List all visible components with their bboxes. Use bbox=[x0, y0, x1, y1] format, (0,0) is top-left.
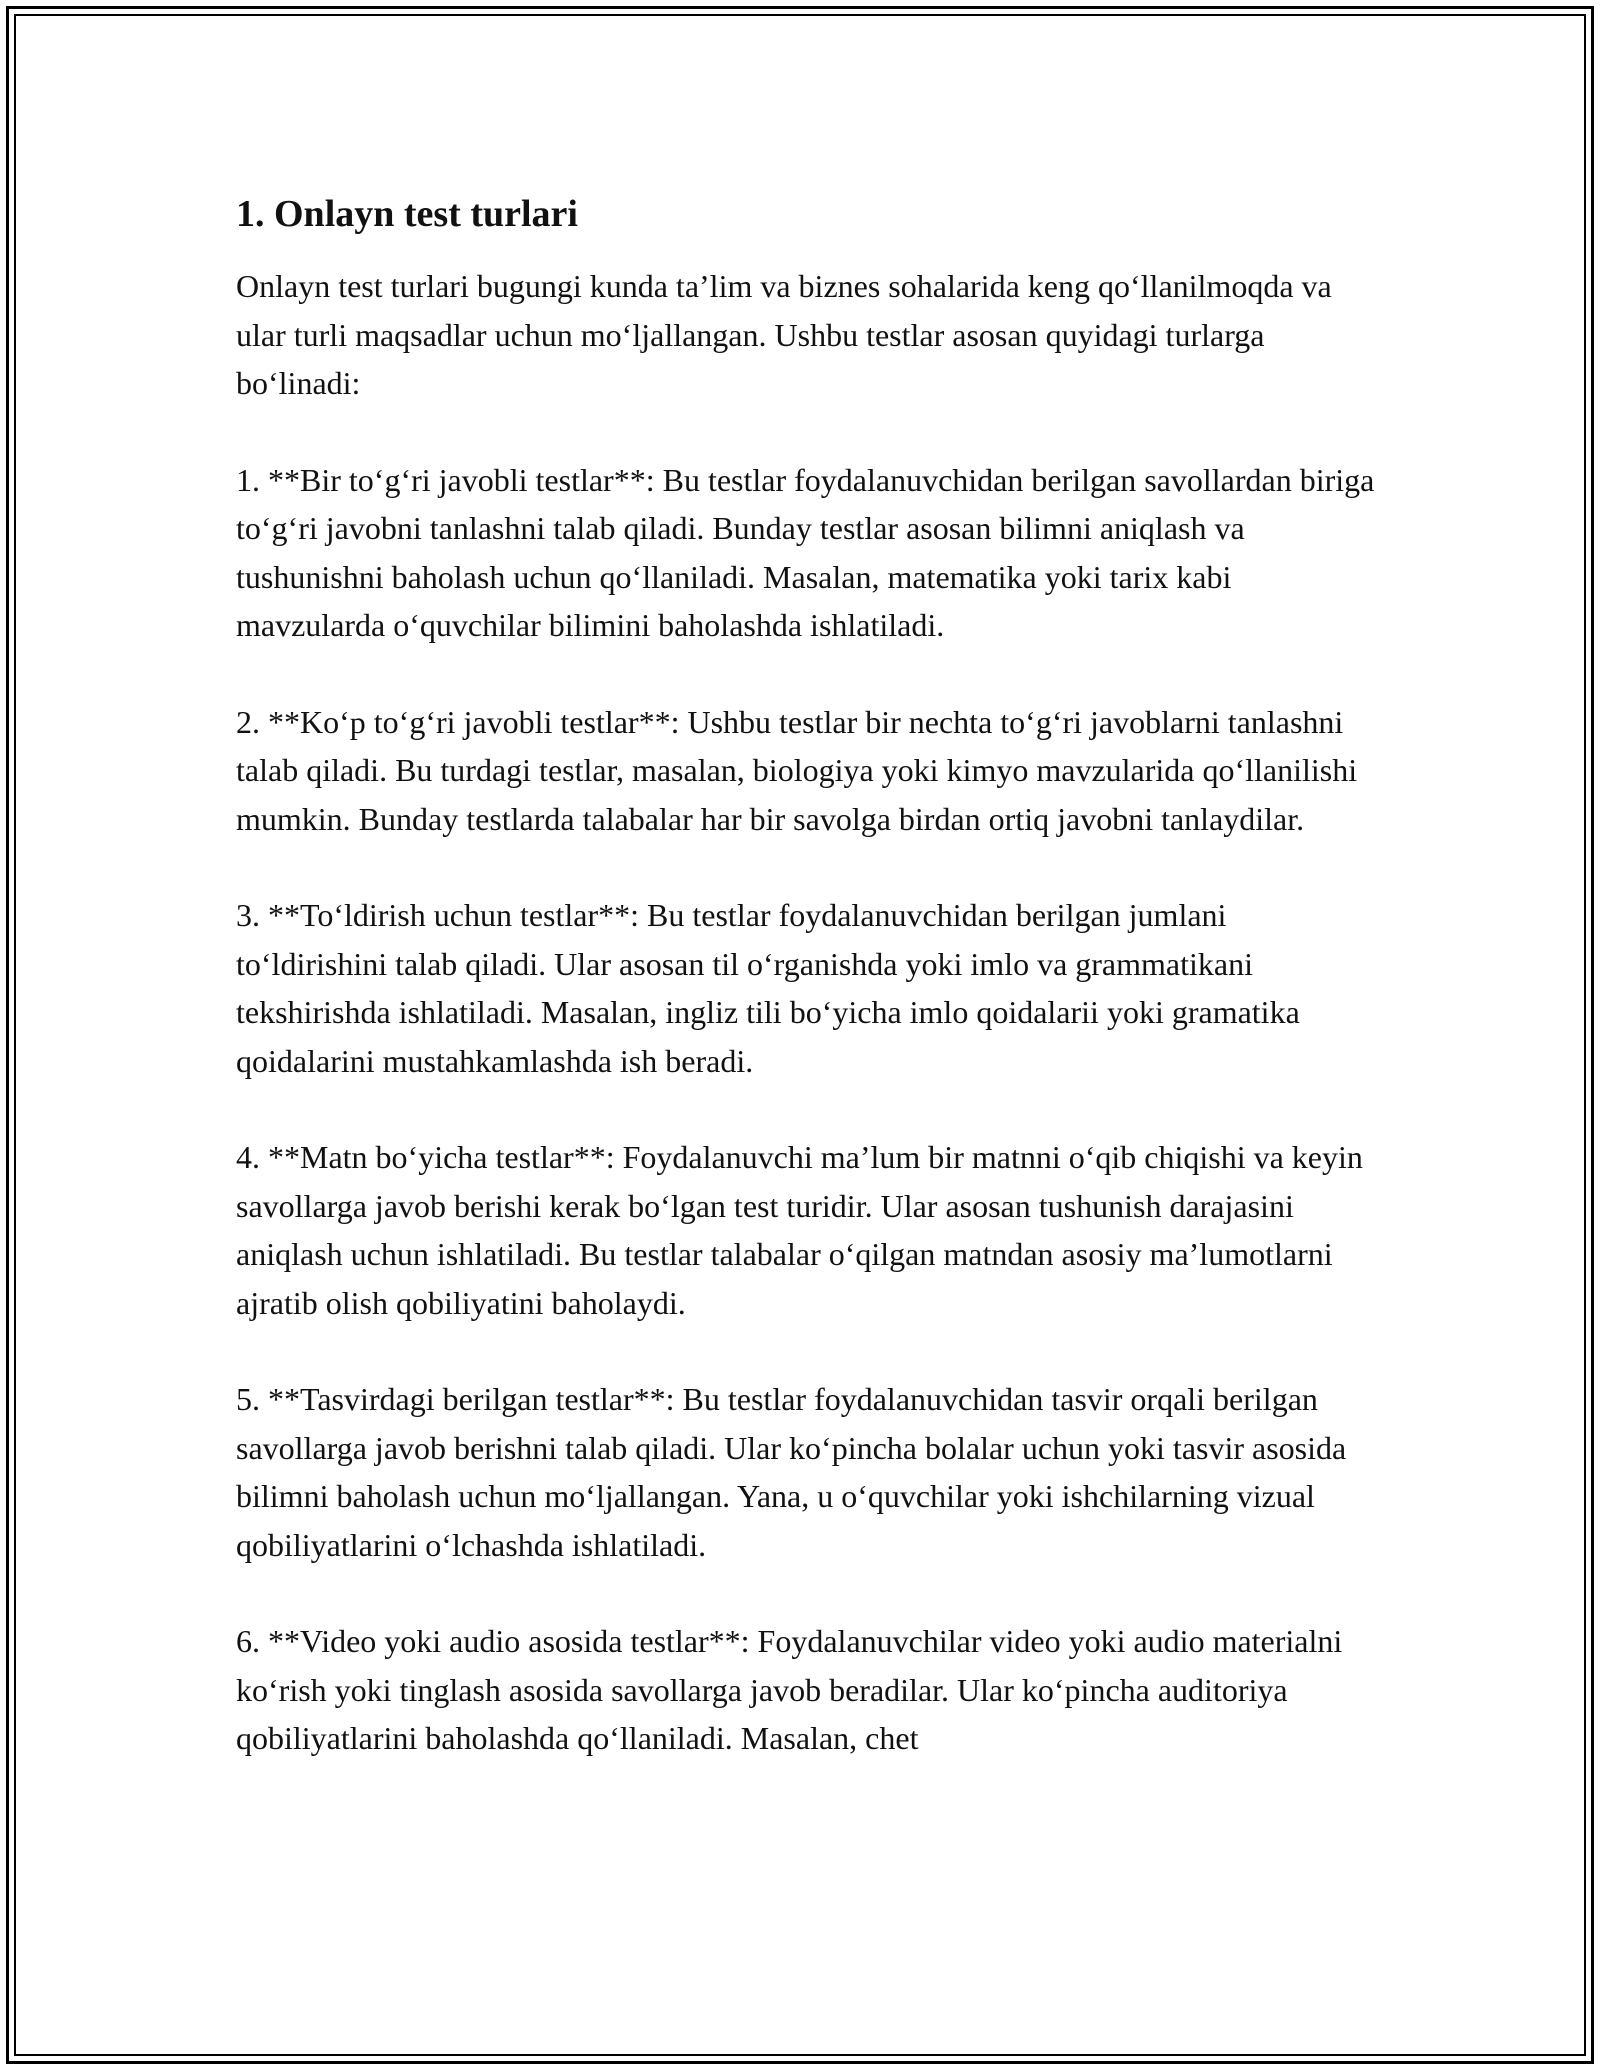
document-body bbox=[236, 186, 1376, 1763]
list-item-3: 3. **To‘ldirish uchun testlar**: Bu testlar foydalanuvchidan berilgan jumlani to‘ldirishini talab qiladi. Ular asosan til o‘rganishda yoki imlo va grammatikani tekshirishda ishlatiladi. Masalan, ingliz tili bo‘yicha imlo qoidalarii yoki gramatika qoidalarini mustahkamlashda ish beradi. bbox=[236, 897, 1300, 1079]
list-item-1: 1. **Bir to‘g‘ri javobli testlar**: Bu testlar foydalanuvchidan berilgan savollardan biriga to‘g‘ri javobni tanlashni talab qiladi. Bunday testlar asosan bilimni aniqlash va tushunishni baholash uchun qo‘llaniladi. Masalan, matematika yoki tarix kabi mavzularda o‘quvchilar bilimini baholashda ishlatiladi. bbox=[236, 461, 1375, 643]
section-heading: 1. Onlayn test turlari bbox=[236, 193, 578, 235]
list-item-4: 4. **Matn bo‘yicha testlar**: Foydalanuvchi ma’lum bir matnni o‘qib chiqishi va keyin savollarga javob berishi kerak bo‘lgan test turidir. Ular asosan tushunish darajasini aniqlash uchun ishlatiladi. Bu testlar talabalar o‘qilgan matndan asosiy ma’lumotlarni ajratib olish qobiliyatini baholaydi. bbox=[236, 1139, 1363, 1321]
list-item-5: 5. **Tasvirdagi berilgan testlar**: Bu testlar foydalanuvchidan tasvir orqali berilgan savollarga javob berishni talab qiladi. Ular ko‘pincha bolalar uchun yoki tasvir asosida bilimni baholash uchun mo‘ljallangan. Yana, u o‘quvchilar yoki ishchilarning vizual qobiliyatlarini o‘lchashda ishlatiladi. bbox=[236, 1381, 1347, 1563]
list-item-6: 6. **Video yoki audio asosida testlar**: Foydalanuvchilar video yoki audio materialni ko‘rish yoki tinglash asosida savollarga javob beradilar. Ular ko‘pincha auditoriya qobiliyatlarini baholashda qo‘llaniladi. Masalan, chet bbox=[236, 1623, 1343, 1756]
list-item-2: 2. **Ko‘p to‘g‘ri javobli testlar**: Ushbu testlar bir nechta to‘g‘ri javoblarni tanlashni talab qiladi. Bu turdagi testlar, masalan, biologiya yoki kimyo mavzularida qo‘llanilishi mumkin. Bunday testlarda talabalar har bir savolga birdan ortiq javobni tanlaydilar. bbox=[236, 703, 1358, 837]
intro-paragraph: Onlayn test turlari bugungi kunda ta’lim va biznes sohalarida keng qo‘llanilmoqda va ular turli maqsadlar uchun mo‘ljallangan. Ushbu testlar asosan quyidagi turlarga bo‘linadi: bbox=[236, 268, 1332, 401]
